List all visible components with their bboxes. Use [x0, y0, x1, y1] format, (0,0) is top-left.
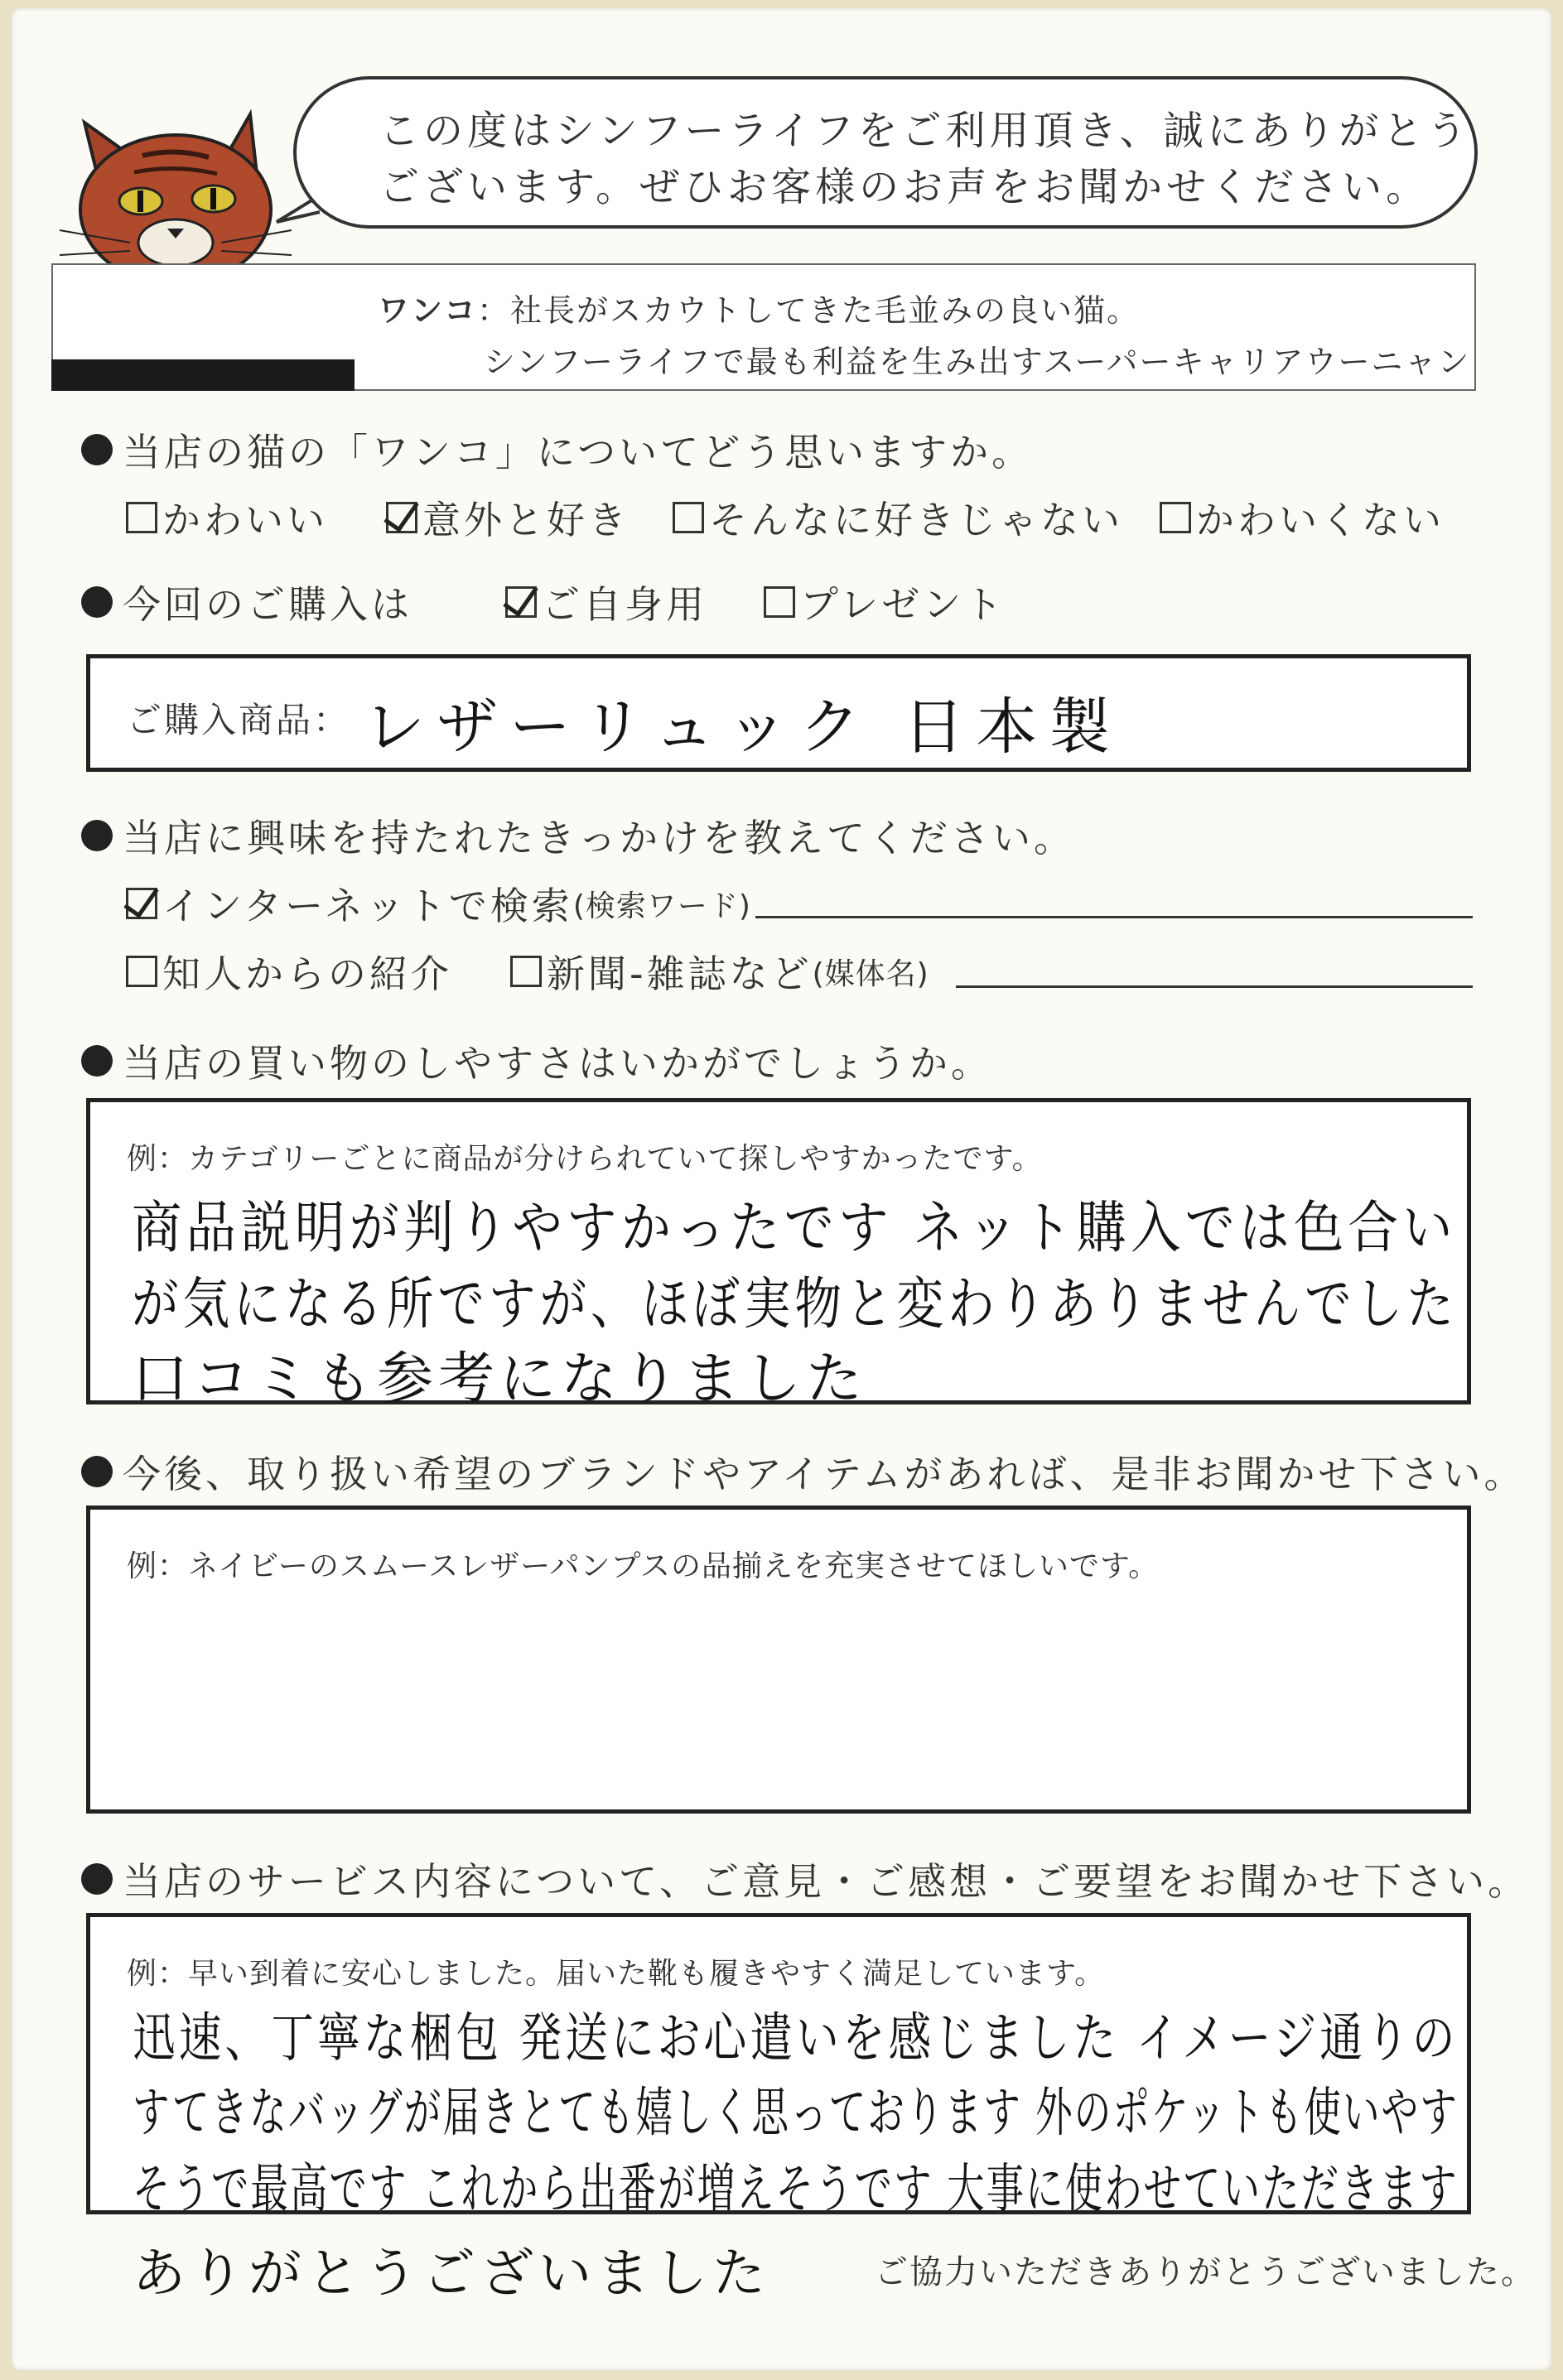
ease-example-text: 例：カテゴリーごとに商品が分けられていて探しやすかったです。	[127, 1142, 1043, 1176]
mascot-base-bar	[51, 359, 355, 391]
checkbox-icon[interactable]	[510, 956, 542, 987]
bullet-icon	[81, 820, 113, 851]
option-kawaikunai[interactable]: かわいくない	[1160, 490, 1445, 545]
checkbox-icon[interactable]	[673, 502, 704, 533]
checkbox-checked-icon[interactable]	[505, 586, 537, 618]
brand-example-text: 例：ネイビーのスムースレザーパンプスの品揃えを充実させてほしいです。	[127, 1549, 1160, 1583]
bullet-icon	[81, 1045, 113, 1077]
purchased-item-answer[interactable]: レザーリュック 日本製	[364, 691, 1122, 763]
closing-thanks: ご協力いただきありがとうございました。	[875, 2253, 1536, 2291]
question-brand-request: 今後、取り扱い希望のブランドやアイテムがあれば、是非お聞かせ下さい。	[81, 1444, 1526, 1499]
service-answer-line1: 迅速、丁寧な梱包 発送にお心遣いを感じました イメージ通りの	[133, 2008, 1459, 2069]
media-name-line[interactable]	[956, 985, 1473, 988]
bullet-icon	[81, 434, 113, 465]
checkbox-checked-icon[interactable]	[386, 502, 417, 533]
option-newspaper-magazine[interactable]: 新聞-雑誌など (媒体名)	[510, 944, 929, 999]
option-acquaintance[interactable]: 知人からの紹介	[126, 944, 452, 999]
intro-description: ：社長がスカウトしてきた毛並みの良い猫。	[477, 292, 1141, 329]
purchased-item-label: ご購入商品：	[127, 700, 351, 740]
brand-request-answer-box[interactable]	[86, 1506, 1471, 1814]
greeting-line1: この度はシンフーライフをご利用頂き、誠にありがとう	[379, 108, 1471, 154]
question-service-feedback: 当店のサービス内容について、ご意見・ご感想・ご要望をお聞かせ下さい。	[81, 1852, 1529, 1906]
option-sonnani-suki-janai[interactable]: そんなに好きじゃない	[673, 490, 1123, 545]
checkbox-icon[interactable]	[764, 586, 795, 618]
option-kawaii[interactable]: かわいい	[126, 490, 328, 545]
bullet-icon	[81, 1863, 113, 1895]
option-internet-search[interactable]: インターネットで検索 (検索ワード)	[126, 876, 751, 931]
option-present[interactable]: プレゼント	[764, 575, 1006, 629]
service-answer-line2: すてきなバッグが届きとても嬉しく思っております 外のポケットも使いやす	[133, 2083, 1459, 2144]
intro-line2: シンフーライフで最も利益を生み出すスーパーキャリアウーニャン	[484, 344, 1471, 380]
ease-answer-line3: 口コミも参考になりました	[132, 1347, 868, 1412]
question-how-found: 当店に興味を持たれたきっかけを教えてください。	[81, 808, 1075, 863]
bullet-icon	[81, 586, 113, 618]
service-example-text: 例：早い到着に安心しました。届いた靴も履きやすく満足しています。	[127, 1957, 1106, 1991]
greeting-line2: ございます。ぜひお客様のお声をお聞かせください。	[379, 164, 1430, 210]
service-answer-line3: そうで最高です これから出番が増えそうです 大事に使わせていただきます	[133, 2159, 1459, 2220]
checkbox-icon[interactable]	[126, 956, 157, 987]
service-answer-line4: ありがとうございました	[133, 2243, 770, 2305]
question-mascot-opinion: 当店の猫の「ワンコ」についてどう思いますか。	[81, 422, 1033, 477]
greeting-bubble	[293, 76, 1478, 229]
option-for-self[interactable]: ご自身用	[505, 575, 707, 629]
question-ease-of-shopping: 当店の買い物のしやすさはいかがでしょうか。	[81, 1033, 992, 1088]
option-igai-to-suki[interactable]: 意外と好き	[386, 490, 630, 545]
intro-line1	[378, 285, 1140, 330]
ease-answer-line2: が気になる所ですが、ほぼ実物と変わりありませんでした	[132, 1272, 1458, 1337]
search-word-line[interactable]	[755, 916, 1473, 918]
mascot-name: ワンコ	[378, 292, 478, 329]
purchased-item-box	[86, 654, 1471, 772]
ease-answer-line1: 商品説明が判りやすかったです ネット購入では色合い	[132, 1196, 1457, 1261]
question-purchase-type: 今回のご購入は	[81, 575, 412, 629]
checkbox-icon[interactable]	[1160, 502, 1191, 533]
checkbox-checked-icon[interactable]	[126, 888, 157, 919]
bullet-icon	[81, 1456, 113, 1487]
checkbox-icon[interactable]	[126, 502, 157, 533]
ease-of-shopping-answer-box[interactable]	[86, 1098, 1471, 1412]
